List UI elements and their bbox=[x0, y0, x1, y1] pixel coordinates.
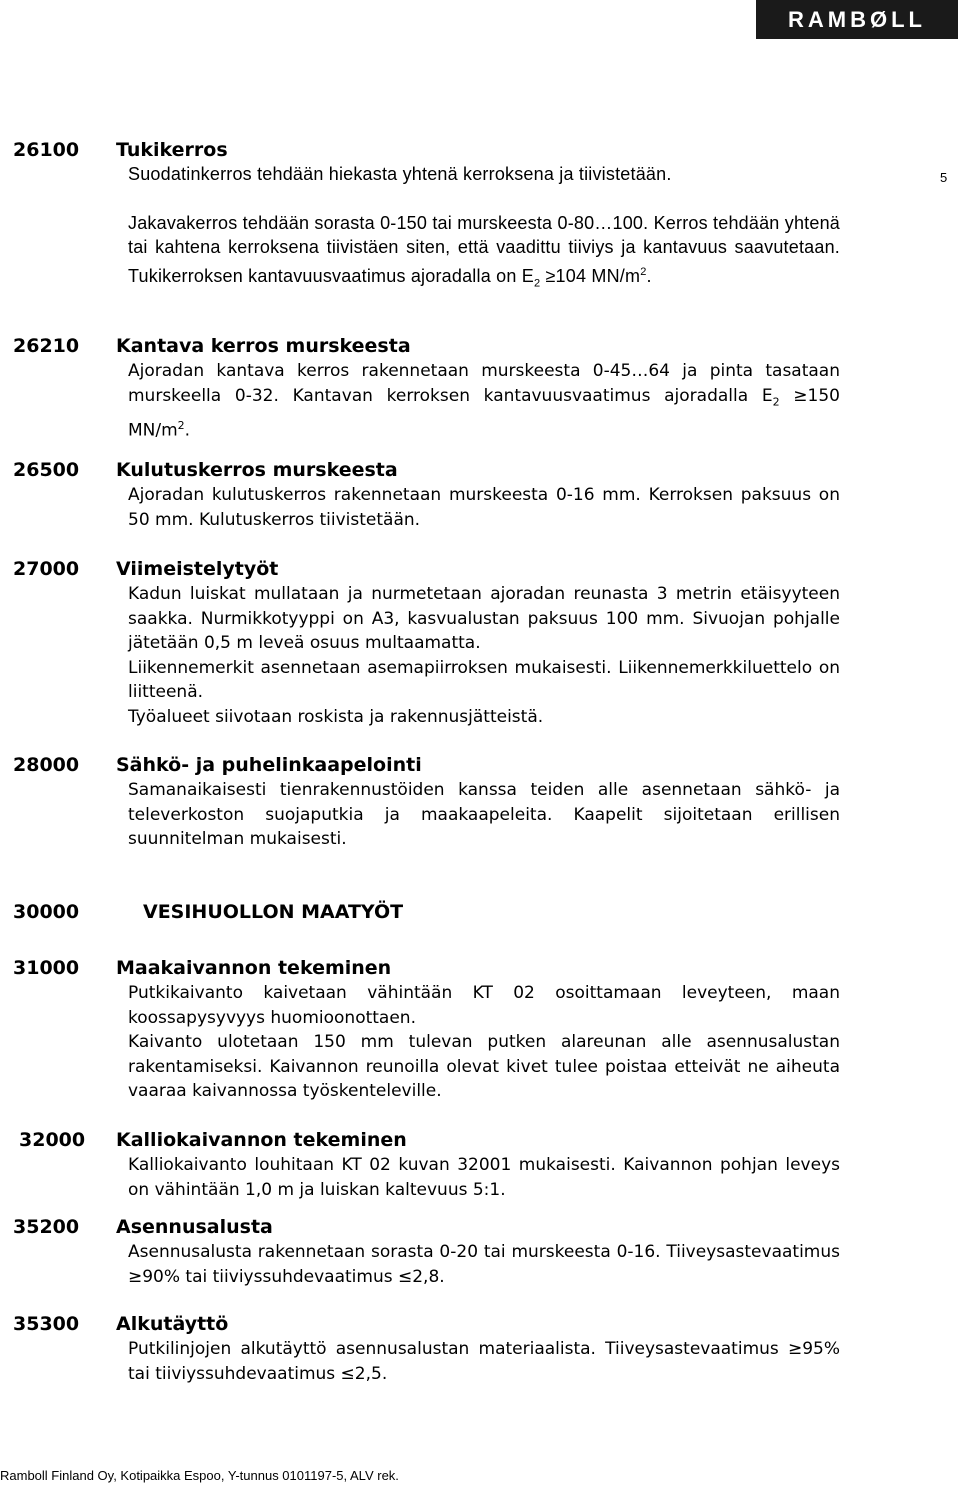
section-title: Asennusalusta bbox=[116, 1216, 273, 1238]
paragraph: Suodatinkerros tehdään hiekasta yhtenä kerroksena ja tiivistetään. bbox=[128, 164, 672, 184]
paragraph: Ajoradan kulutuskerros rakennetaan murskeesta 0-16 mm. Kerroksen paksuus on 50 mm. Kulutuskerros tiivistetään. bbox=[128, 485, 840, 530]
section-code: 35200 bbox=[13, 1216, 80, 1238]
section-text bbox=[128, 483, 840, 532]
section-title: Kulutuskerros murskeesta bbox=[116, 459, 398, 481]
section-text bbox=[128, 359, 840, 444]
section-text bbox=[128, 162, 840, 296]
section-title: Tukikerros bbox=[116, 139, 228, 161]
section-text bbox=[128, 981, 840, 1104]
paragraph: Asennusalusta rakennetaan sorasta 0-20 tai murskeesta 0-16. Tiiveysastevaatimus ≥90% tai tiiviyssuhdevaatimus ≤2,8. bbox=[128, 1242, 840, 1287]
section-text bbox=[128, 1240, 840, 1289]
text-run: Ajoradan kantava kerros rakennetaan murskeesta 0-45…64 ja pinta tasataan murskeella 0-32. Kantavan kerroksen kantavuusvaatimus ajoradalla bbox=[128, 361, 840, 406]
section-code: 26210 bbox=[13, 335, 80, 357]
section-code: 32000 bbox=[19, 1129, 86, 1151]
section-code: 26500 bbox=[13, 459, 80, 481]
text-run: . bbox=[184, 421, 191, 442]
section-code: 30000 bbox=[13, 901, 80, 923]
section-title: Kantava kerros murskeesta bbox=[116, 335, 411, 357]
section-title: Sähkö- ja puhelinkaapelointi bbox=[116, 754, 422, 776]
paragraph bbox=[128, 211, 840, 296]
superscript: 2 bbox=[640, 265, 647, 278]
text-run: ≥104 MN/m bbox=[540, 265, 641, 286]
subscript: 2 bbox=[772, 394, 780, 408]
text-run: E bbox=[521, 265, 534, 286]
section-text bbox=[128, 778, 840, 852]
section-code: 31000 bbox=[13, 957, 80, 979]
text-run: E bbox=[761, 385, 773, 406]
section-code: 26100 bbox=[13, 139, 80, 161]
paragraph: Putkikaivanto kaivetaan vähintään KT 02 osoittamaan leveyteen, maan koossapysyvyys huomioonottaen. bbox=[128, 983, 840, 1028]
paragraph: Kaivanto ulotetaan 150 mm tulevan putken alareunan alle asennusalustan rakentamiseksi. Kaivannon reunoilla olevat kivet tulee poistaa etteivät ne aiheuta vaaraa kaivannossa työskenteleville. bbox=[128, 1032, 840, 1101]
section-title: Maakaivannon tekeminen bbox=[116, 957, 392, 979]
section-title: Alkutäyttö bbox=[116, 1313, 229, 1335]
section-text bbox=[128, 1153, 840, 1202]
section-text bbox=[128, 582, 840, 729]
paragraph: Liikennemerkit asennetaan asemapiirroksen mukaisesti. Liikennemerkkiluettelo on liitteenä. bbox=[128, 657, 840, 702]
page-number: 5 bbox=[940, 170, 948, 185]
subscript: 2 bbox=[533, 277, 541, 290]
footer-text: Ramboll Finland Oy, Kotipaikka Espoo, Y-tunnus 0101197-5, ALV rek. bbox=[0, 1468, 399, 1483]
section-code: 27000 bbox=[13, 558, 80, 580]
paragraph bbox=[128, 359, 840, 444]
superscript: 2 bbox=[177, 419, 185, 433]
chapter-title: VESIHUOLLON MAATYÖT bbox=[143, 901, 404, 923]
section-text bbox=[128, 1337, 840, 1386]
paragraph: Samanaikaisesti tienrakennustöiden kanssa teiden alle asennetaan sähkö- ja televerkoston suojaputkia ja maakaapeleita. Kaapelit sijoitetaan erillisen suunnitelman mukaisesti. bbox=[128, 780, 840, 849]
section-title: Kalliokaivannon tekeminen bbox=[116, 1129, 407, 1151]
text-run: . bbox=[646, 265, 652, 286]
paragraph: Kadun luiskat mullataan ja nurmetetaan ajoradan reunasta 3 metrin etäisyyteen saakka. Nurmikkotyyppi on A3, kasvualustan paksuus 100 mm. Sivuojan pohjalle jätetään 0,5 m leveä osuus multaamatta. bbox=[128, 584, 840, 653]
paragraph: Putkilinjojen alkutäyttö asennusalustan materiaalista. Tiiveysastevaatimus ≥95% tai tiiviyssuhdevaatimus ≤2,5. bbox=[128, 1339, 840, 1384]
paragraph: Työalueet siivotaan roskista ja rakennusjätteistä. bbox=[128, 706, 544, 727]
ramboll-logo: RAMBØLL bbox=[756, 0, 958, 39]
section-title: Viimeistelytyöt bbox=[116, 558, 279, 580]
section-code: 35300 bbox=[13, 1313, 80, 1335]
text-run: ≥150 MN/m bbox=[128, 385, 840, 442]
paragraph: Kalliokaivanto louhitaan KT 02 kuvan 32001 mukaisesti. Kaivannon pohjan leveys on vähintään 1,0 m ja luiskan kaltevuus 5:1. bbox=[128, 1155, 840, 1200]
text-run: Jakavakerros tehdään sorasta 0-150 tai murskeesta 0-80…100. Kerros tehdään yhtenä tai kahtena kerroksena tiivistäen siten, että vaadittu tiiviys ja kantavuus saavutetaan. Tukikerroksen kantavuusvaatimus ajoradalla on bbox=[128, 212, 840, 286]
section-code: 28000 bbox=[13, 754, 80, 776]
